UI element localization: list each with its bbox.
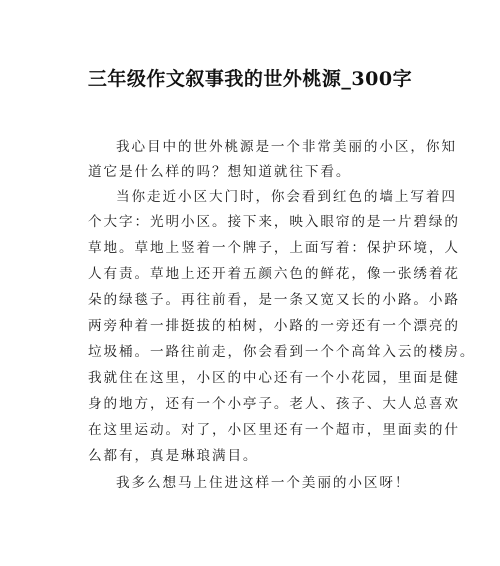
paragraph-line: 道它是什么样的吗？想知道就往下看。: [88, 164, 352, 180]
paragraph-line: 么都有，真是琳琅满目。: [88, 448, 259, 464]
paragraph-line: 当你走近小区大门时，你会看到红色的墙上写着四: [116, 189, 457, 205]
paragraph-line: 身的地方，还有一个小亭子。老人、孩子、大人总喜欢: [88, 396, 460, 412]
paragraph-line: 人有责。草地上还开着五颜六色的鲜花，像一张绣着花: [88, 266, 460, 282]
paragraph-line: 我就住在这里，小区的中心还有一个小花园，里面是健: [88, 370, 460, 386]
paragraph-line: 我多么想马上住进这样一个美丽的小区呀！: [116, 475, 411, 491]
paragraph-line: 朵的绿毯子。再往前看，是一条又宽又长的小路。小路: [88, 292, 460, 308]
paragraph-line: 垃圾桶。一路往前走，你会看到一个个高耸入云的楼房。: [88, 344, 476, 360]
paragraph-line: 个大字：光明小区。接下来，映入眼帘的是一片碧绿的: [88, 214, 460, 230]
document-title: 三年级作文叙事我的世外桃源_300字: [87, 68, 413, 90]
paragraph-line: 我心目中的世外桃源是一个非常美丽的小区，你知: [116, 139, 457, 155]
paragraph-line: 草地。草地上竖着一个牌子，上面写着：保护环境，人: [88, 240, 460, 256]
paragraph-line: 两旁种着一排挺拔的柏树，小路的一旁还有一个漂亮的: [88, 318, 460, 334]
paragraph-line: 在这里运动。对了，小区里还有一个超市，里面卖的什: [88, 422, 460, 438]
